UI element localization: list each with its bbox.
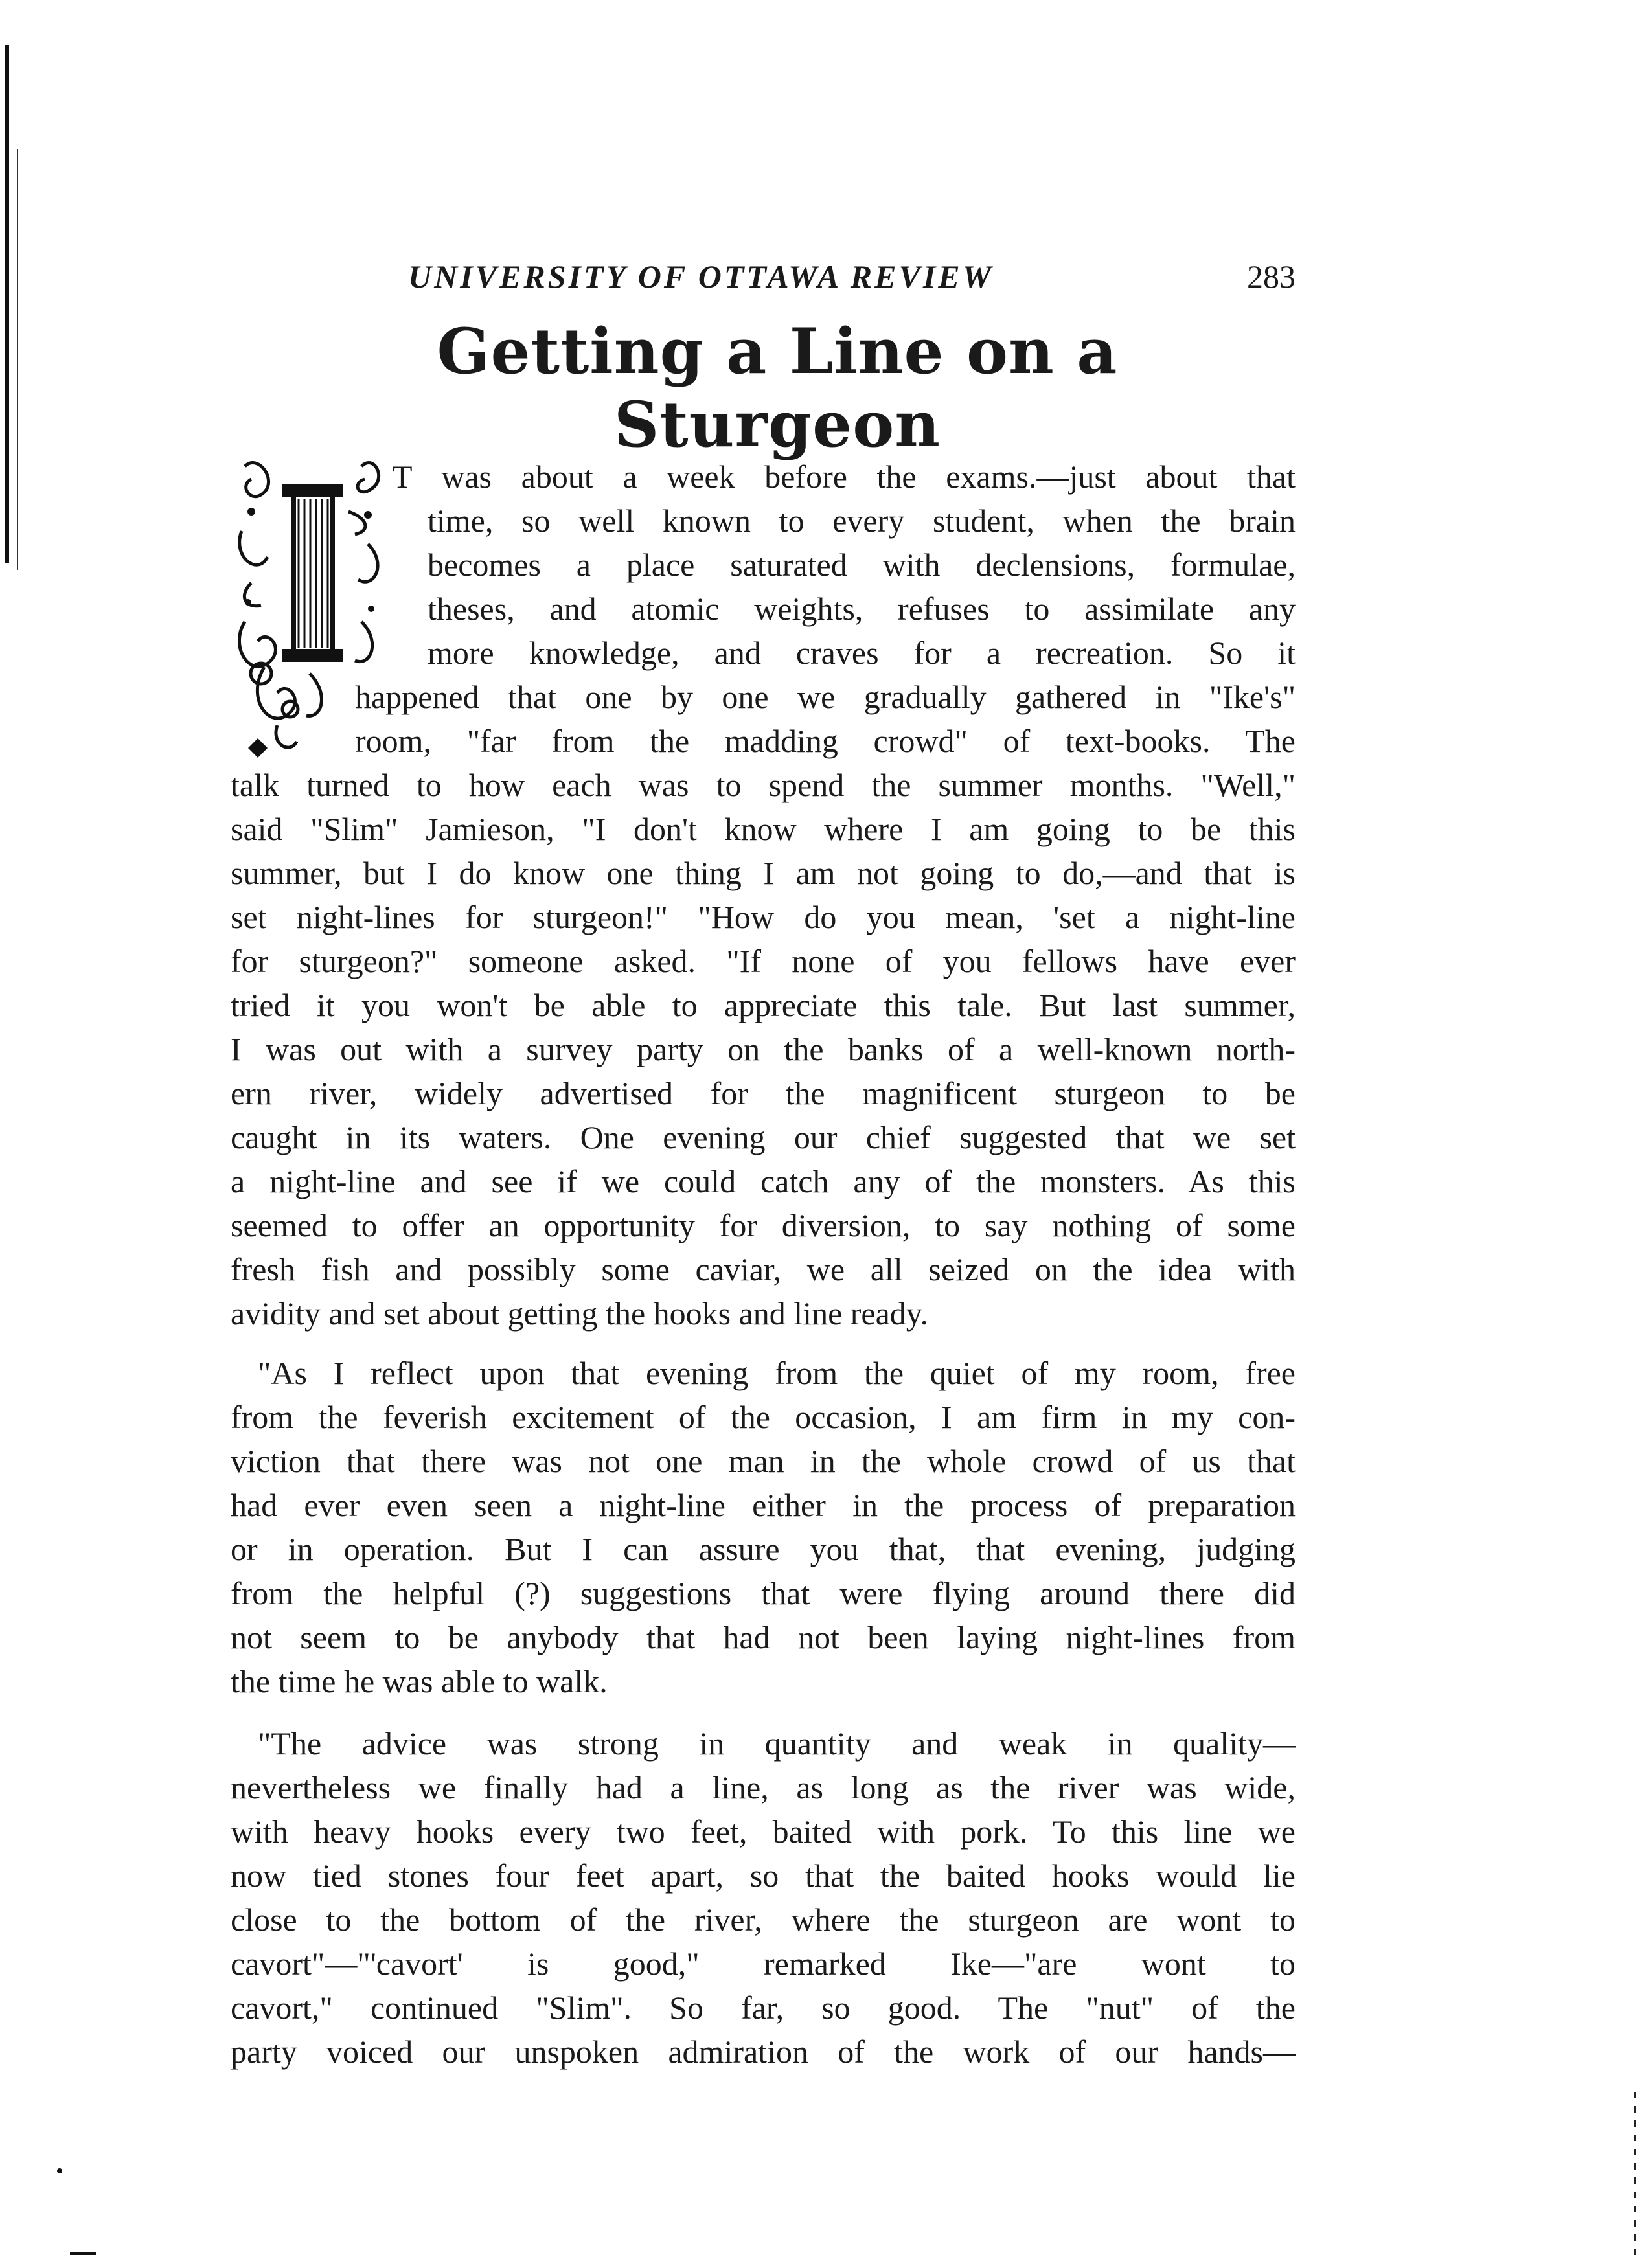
paragraph-1-line-15: ern river, widely advertised for the magnificent sturgeon to be — [231, 1075, 1296, 1111]
running-header — [408, 258, 1296, 303]
scan-edge-left-inner — [17, 149, 18, 570]
paragraph-2-line-2: from the feverish excitement of the occasion, I am firm in my con- — [231, 1399, 1296, 1435]
paragraph-1-line-14: I was out with a survey party on the banks of a well-known north- — [231, 1031, 1296, 1067]
paragraph-2-line-8: the time he was able to walk. — [231, 1663, 608, 1699]
paragraph-1-line-9: said "Slim" Jamieson, "I don't know where I am going to be this — [231, 811, 1296, 847]
scan-edge-right — [1634, 2092, 1636, 2260]
article-title: Getting a Line on a Sturgeon — [437, 315, 1118, 461]
paragraph-1-line-11: set night-lines for sturgeon!" "How do you mean, 'set a night-line — [231, 899, 1296, 935]
paragraph-3-line-5: close to the bottom of the river, where the sturgeon are wont to — [231, 1901, 1296, 1938]
paragraph-1-line-7: room, "far from the madding crowd" of text-books. The — [355, 723, 1296, 759]
paragraph-1-line-3: becomes a place saturated with declensions, formulae, — [428, 547, 1296, 583]
paragraph-2-line-5: or in operation. But I can assure you that, that evening, judging — [231, 1531, 1296, 1567]
scan-edge-left — [5, 45, 9, 563]
paragraph-1-line-10: summer, but I do know one thing I am not going to do,—and that is — [231, 855, 1296, 891]
paragraph-1-line-2: time, so well known to every student, when the brain — [428, 503, 1296, 539]
paragraph-3-line-4: now tied stones four feet apart, so that the baited hooks would lie — [231, 1857, 1296, 1894]
paragraph-2-line-6: from the helpful (?) suggestions that were flying around there did — [231, 1575, 1296, 1611]
scan-speck — [57, 2168, 62, 2173]
paragraph-3-line-6: cavort"—"'cavort' is good," remarked Ike—"are wont to — [231, 1945, 1296, 1982]
paragraph-2-line-7: not seem to be anybody that had not been laying night-lines from — [231, 1619, 1296, 1655]
page-number: 283 — [1247, 258, 1296, 295]
paragraph-1-line-12: for sturgeon?" someone asked. "If none of you fellows have ever — [231, 943, 1296, 979]
paragraph-1-line-5: more knowledge, and craves for a recreation. So it — [428, 635, 1296, 671]
paragraph-1-line-18: seemed to offer an opportunity for diversion, to say nothing of some — [231, 1207, 1296, 1243]
journal-title: UNIVERSITY OF OTTAWA REVIEW — [408, 258, 994, 295]
paragraph-1-line-20: avidity and set about getting the hooks and line ready. — [231, 1295, 929, 1332]
paragraph-1-line-4: theses, and atomic weights, refuses to assimilate any — [428, 591, 1296, 627]
paragraph-1-line-13: tried it you won't be able to appreciate this tale. But last summer, — [231, 987, 1296, 1023]
paragraph-1-line-6: happened that one by one we gradually gathered in "Ike's" — [355, 679, 1296, 715]
paragraph-3-line-1: "The advice was strong in quantity and weak in quality— — [258, 1725, 1296, 1762]
paragraph-3-line-2: nevertheless we finally had a line, as long as the river was wide, — [231, 1769, 1296, 1806]
paragraph-1-line-17: a night-line and see if we could catch any of the monsters. As this — [231, 1163, 1296, 1199]
paragraph-3-line-3: with heavy hooks every two feet, baited with pork. To this line we — [231, 1813, 1296, 1850]
paragraph-2-line-4: had ever even seen a night-line either in the process of preparation — [231, 1487, 1296, 1523]
paragraph-2-line-3: viction that there was not one man in the whole crowd of us that — [231, 1443, 1296, 1479]
paragraph-1-line-8: talk turned to how each was to spend the summer months. "Well," — [231, 767, 1296, 803]
paragraph-3-line-8: party voiced our unspoken admiration of the work of our hands— — [231, 2034, 1296, 2070]
paragraph-1-line-1: T was about a week before the exams.—just about that — [393, 459, 1296, 495]
paragraph-2-line-1: "As I reflect upon that evening from the quiet of my room, free — [258, 1355, 1296, 1391]
paragraph-1-line-16: caught in its waters. One evening our chief suggested that we set — [231, 1119, 1296, 1155]
scan-mark — [70, 2252, 96, 2255]
paragraph-3-line-7: cavort," continued "Slim". So far, so good. The "nut" of the — [231, 1990, 1296, 2026]
paragraph-1-line-19: fresh fish and possibly some caviar, we all seized on the idea with — [231, 1251, 1296, 1287]
